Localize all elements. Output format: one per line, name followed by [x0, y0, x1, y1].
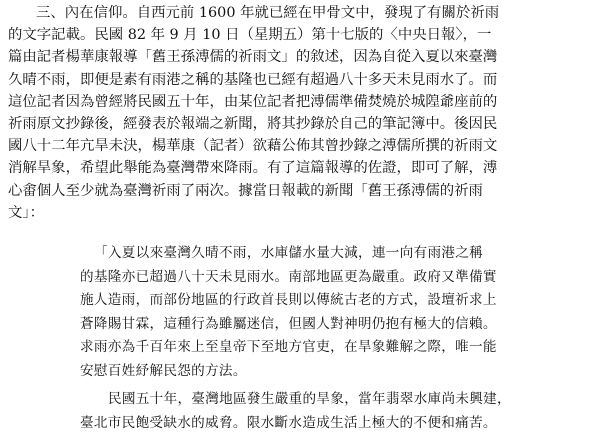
text-line: 國八十二年亢旱未決，楊華康（記者）欲藉公佈其曾抄錄之溥儒所撰的祈雨文: [8, 138, 498, 155]
quote-line: 民國五十年，臺灣地區發生嚴重的旱象，當年翡翠水庫尚未興建，: [108, 391, 511, 407]
quote-line: 「入夏以來臺灣久晴不雨，水庫儲水量大減，連一向有雨港之稱: [94, 245, 484, 261]
text-line: 篇由記者楊華康報導「舊王孫溥儒的祈雨文」的敘述，因為自從入夏以來臺灣: [8, 49, 498, 66]
quoted-news-paragraph-drought: [80, 388, 600, 435]
quote-line: 蒼降賜甘霖，這種行為雖屬迷信，但國人對神明仍抱有極大的信賴。: [80, 315, 497, 332]
text-line: 文」：: [8, 204, 44, 221]
quote-line: 安慰百姓紓解民怨的方法。: [80, 362, 247, 379]
text-line: 三、內在信仰。自西元前 1600 年就已經在甲骨文中，發現了有關於祈雨: [36, 5, 500, 21]
text-line: 的文字記載。民國 82 年 9 月 10 日（星期五）第十七版的〈中央日報〉，一: [8, 27, 492, 44]
quote-line: 臺北市民飽受缺水的威脅。限水斷水造成生活上極大的不便和痛苦。: [80, 414, 497, 431]
text-line: 祈雨原文抄錄後，經發表於報端之新聞，將其抄錄於自己的筆記簿中。後因民: [8, 116, 498, 133]
text-line: 心畬個人至少就為臺灣祈雨了兩次。據當日報載的新聞「舊王孫溥儒的祈雨: [8, 182, 483, 199]
text-line: 這位記者因為曾經將民國五十年，由某位記者把溥儒準備焚燒於城隍爺座前的: [8, 93, 498, 110]
text-line: 久晴不雨，即便是素有雨港之稱的基隆也已經有超過八十多天未見雨水了。而: [8, 71, 498, 88]
quote-line: 施人造雨，而部份地區的行政首長則以傳統古老的方式，設壇祈求上: [80, 292, 497, 309]
quote-line: 的基隆亦已超過八十天未見雨水。南部地區更為嚴重。政府又準備實: [80, 268, 497, 285]
text-line: 消解旱象，希望此舉能為臺灣帶來降雨。有了這篇報導的佐證，即可了解，溥: [8, 160, 498, 177]
quoted-news-block: [80, 242, 600, 384]
quote-line: 求雨亦為千百年來上至皇帝下至地方官吏，在旱象難解之際，唯一能: [80, 339, 497, 356]
body-paragraph-inner-faith: [8, 2, 594, 224]
